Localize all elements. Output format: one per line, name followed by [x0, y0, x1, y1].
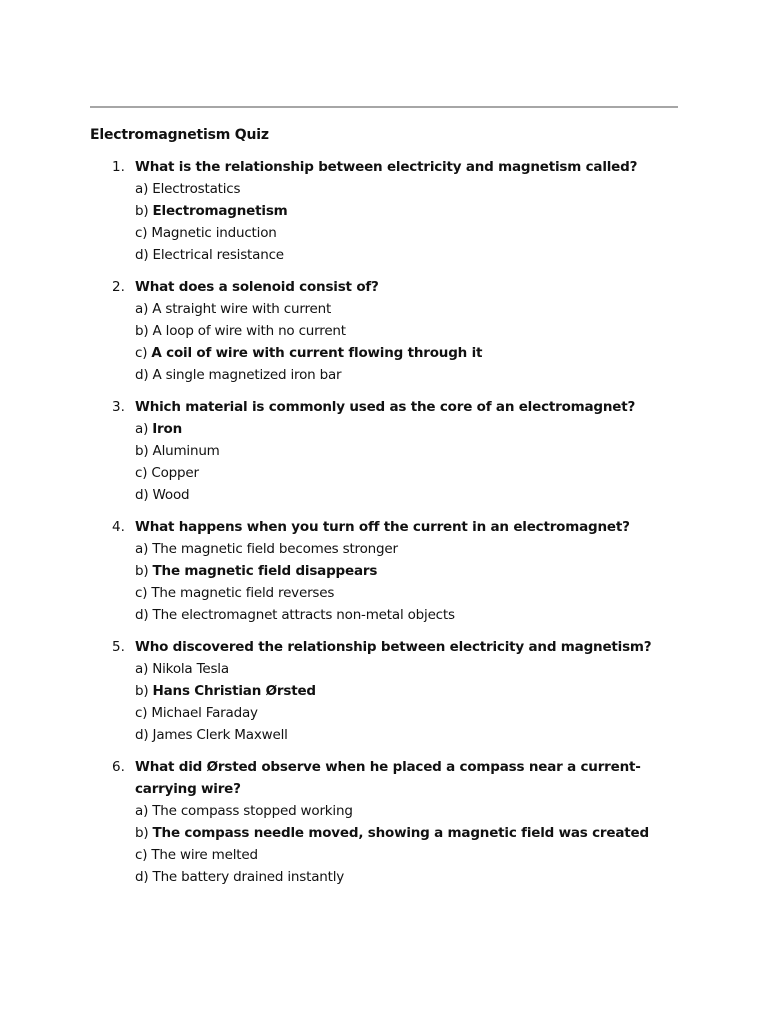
- question-text: What happens when you turn off the current in an electromagnet?: [135, 519, 630, 535]
- answer-option: [135, 440, 670, 462]
- horizontal-rule: [90, 106, 678, 108]
- answer-option: [135, 822, 670, 844]
- option-letter: a): [135, 421, 149, 437]
- answer-option: [135, 222, 670, 244]
- answer-option: [135, 484, 670, 506]
- answer-text: A single magnetized iron bar: [152, 367, 342, 383]
- option-letter: d): [135, 727, 149, 743]
- correct-answer-text: Electromagnetism: [152, 203, 288, 219]
- answer-text: The compass stopped working: [152, 803, 353, 819]
- answer-option: [135, 298, 670, 320]
- question-number: 5.: [112, 639, 125, 655]
- question-number: 3.: [112, 399, 125, 415]
- option-letter: b): [135, 443, 149, 459]
- answer-option: [135, 844, 670, 866]
- answer-text: The magnetic field becomes stronger: [152, 541, 398, 557]
- question-text: What did Ørsted observe when he placed a compass near a current-carrying wire?: [135, 759, 641, 797]
- answer-text: Electrostatics: [152, 181, 241, 197]
- option-letter: d): [135, 247, 149, 263]
- answer-option: [135, 658, 670, 680]
- answer-text: Wood: [152, 487, 190, 503]
- answer-text: Copper: [151, 465, 199, 481]
- option-letter: a): [135, 181, 149, 197]
- option-letter: a): [135, 803, 149, 819]
- answer-option: [135, 560, 670, 582]
- answer-option: [135, 342, 670, 364]
- answer-option: [135, 724, 670, 746]
- answer-option: [135, 604, 670, 626]
- answer-option: [135, 800, 670, 822]
- answer-text: A loop of wire with no current: [152, 323, 346, 339]
- answer-text: Michael Faraday: [151, 705, 258, 721]
- option-letter: b): [135, 323, 149, 339]
- question-item: [90, 756, 670, 888]
- question-text: Who discovered the relationship between electricity and magnetism?: [135, 639, 652, 655]
- answer-text: Nikola Tesla: [152, 661, 229, 677]
- option-letter: d): [135, 607, 149, 623]
- answer-option: [135, 680, 670, 702]
- question-item: [90, 276, 670, 386]
- option-letter: b): [135, 563, 149, 579]
- answer-option: [135, 200, 670, 222]
- question-number: 6.: [112, 759, 125, 775]
- correct-answer-text: A coil of wire with current flowing through it: [151, 345, 483, 361]
- correct-answer-text: The magnetic field disappears: [152, 563, 378, 579]
- answer-text: Aluminum: [152, 443, 220, 459]
- answer-option: [135, 582, 670, 604]
- option-letter: c): [135, 225, 148, 241]
- answer-option: [135, 364, 670, 386]
- answer-text: The electromagnet attracts non-metal objects: [152, 607, 455, 623]
- quiz-title: Electromagnetism Quiz: [90, 127, 269, 143]
- question-item: [90, 636, 670, 746]
- question-item: [90, 516, 670, 626]
- option-letter: c): [135, 585, 148, 601]
- option-letter: b): [135, 203, 149, 219]
- answer-option: [135, 538, 670, 560]
- question-item: [90, 156, 670, 266]
- option-letter: c): [135, 345, 148, 361]
- option-letter: a): [135, 541, 149, 557]
- question-text: Which material is commonly used as the core of an electromagnet?: [135, 399, 636, 415]
- answer-option: [135, 702, 670, 724]
- option-letter: d): [135, 367, 149, 383]
- option-letter: b): [135, 825, 149, 841]
- answer-option: [135, 866, 670, 888]
- answer-text: Electrical resistance: [152, 247, 284, 263]
- answer-text: James Clerk Maxwell: [152, 727, 288, 743]
- answer-option: [135, 418, 670, 440]
- option-letter: c): [135, 847, 148, 863]
- question-list: [90, 156, 670, 898]
- answer-text: A straight wire with current: [152, 301, 332, 317]
- answer-text: The wire melted: [151, 847, 258, 863]
- answer-option: [135, 462, 670, 484]
- option-letter: b): [135, 683, 149, 699]
- option-letter: d): [135, 869, 149, 885]
- option-letter: c): [135, 705, 148, 721]
- correct-answer-text: Hans Christian Ørsted: [152, 683, 316, 699]
- answer-text: The battery drained instantly: [152, 869, 345, 885]
- answer-text: Magnetic induction: [151, 225, 277, 241]
- option-letter: c): [135, 465, 148, 481]
- answer-text: The magnetic field reverses: [151, 585, 335, 601]
- question-number: 4.: [112, 519, 125, 535]
- question-number: 2.: [112, 279, 125, 295]
- correct-answer-text: The compass needle moved, showing a magnetic field was created: [152, 825, 649, 841]
- option-letter: a): [135, 661, 149, 677]
- option-letter: a): [135, 301, 149, 317]
- correct-answer-text: Iron: [152, 421, 183, 437]
- question-item: [90, 396, 670, 506]
- question-text: What does a solenoid consist of?: [135, 279, 379, 295]
- question-text: What is the relationship between electricity and magnetism called?: [135, 159, 638, 175]
- question-number: 1.: [112, 159, 125, 175]
- answer-option: [135, 320, 670, 342]
- option-letter: d): [135, 487, 149, 503]
- answer-option: [135, 178, 670, 200]
- answer-option: [135, 244, 670, 266]
